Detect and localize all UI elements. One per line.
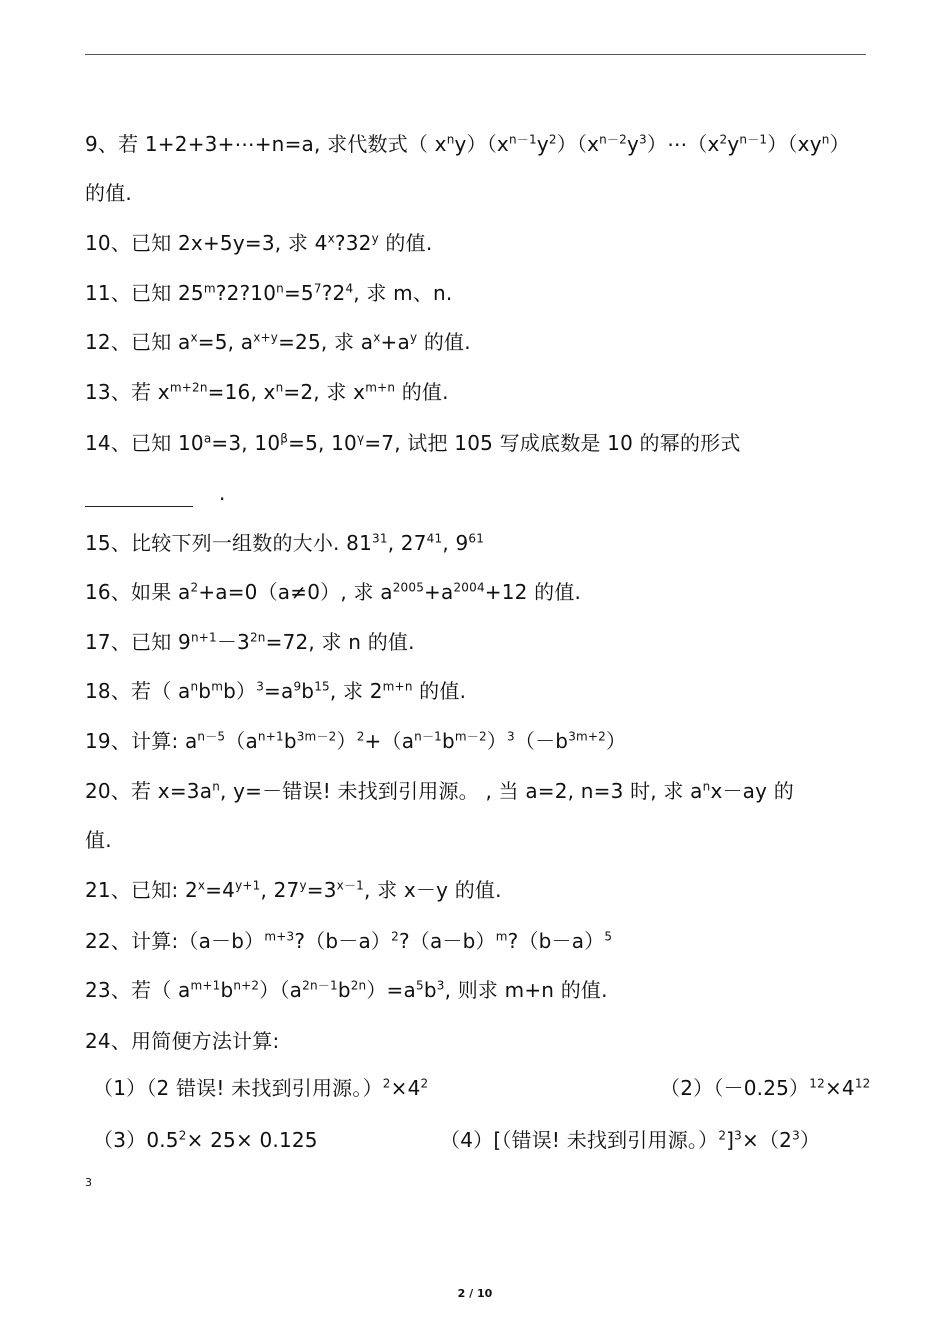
question-11: 11、已知 $25^m?2?10^n=5^7?2^4$, 求 m、n. [85,281,453,305]
stray-mark: 3 [85,1176,92,1189]
question-18: 18、若（ $a^nb^mb)^3=a^9b^{15}$, 求 $2^{m+n}$ 的值. [85,679,467,703]
page-number: 2 / 10 [457,1287,493,1300]
question-20: 20、若 $x=3a^n$, y=－错误! 未找到引用源。 , 当 a=2, n=3 时, 求 $a^nx-ay$ 的 [85,779,794,803]
sub-question-4: （4）[（错误! 未找到引用源。）$^2]^3\times(2^3)$ [440,1128,821,1152]
question-17: 17、已知 $9^{n+1}-3^{2n}=72$, 求 n 的值. [85,630,415,654]
question-13: 13、若 $x^{m+2n}=16$, $x^n=2$, 求 $x^{m+n}$ 的值. [85,380,449,404]
question-23: 23、若（ $a^{m+1}b^{n+2})(a^{2n-1}b^{2n})=a^5b^3$, 则求 m+n 的值. [85,978,608,1002]
question-19: 19、计算: $a^{n-5}(a^{n+1}b^{3m-2})^2+(a^{n-1}b^{m-2})^3(-b^{3m+2})$ [85,729,627,753]
question-14: 14、已知 $10^a=3$, $10^\beta=5$, $10^\gamma=7$, 试把 105 写成底数是 10 的幂的形式 [85,431,741,455]
question-24: 24、用简便方法计算: [85,1029,280,1053]
question-12: 12、已知 $a^x=5$, $a^{x+y}=25$, 求 $a^x+a^y$ 的值. [85,330,471,354]
question-16: 16、如果 $a^2+a=0(a\ne 0)$, 求 $a^{2005}+a^{2004}+12$ 的值. [85,580,582,604]
question-14-blank: . [85,479,226,507]
question-20-cont: 值. [85,828,112,852]
sub-question-1: （1）（2 错误! 未找到引用源。）$^2\times 4^2$ [93,1076,429,1100]
sub-question-2: $(2)(-0.25)^{12}\times 4^{12}$ [660,1076,871,1100]
header-rule [85,54,866,55]
question-21: 21、已知: $2^x=4^{y+1}$, $27^y=3^{x-1}$, 求 x－y 的值. [85,878,502,902]
answer-blank [85,486,193,507]
question-10: 10、已知 2x+5y=3, 求 4$^x$?32$^y$ 的值. [85,231,433,255]
question-15: 15、比较下列一组数的大小. $81^{31}$, $27^{41}$, $9^{61}$ [85,531,485,555]
question-22: 22、计算$:(a-b)^{m+3}?(b-a)^2?(a-b)^m?(b-a)^5$ [85,929,613,953]
question-9-cont: 的值. [85,181,132,205]
sub-question-3: $(3)0.5^2\times 25\times 0.125$ [93,1128,318,1152]
question-9: 9、若 1+2+3+⋯+n=a, 求代数式（ $x^ny)(x^{n-1}y^2)(x^{n-2}y^3)\cdots(x^2y^{n-1})(xy^n)$ [85,132,850,156]
